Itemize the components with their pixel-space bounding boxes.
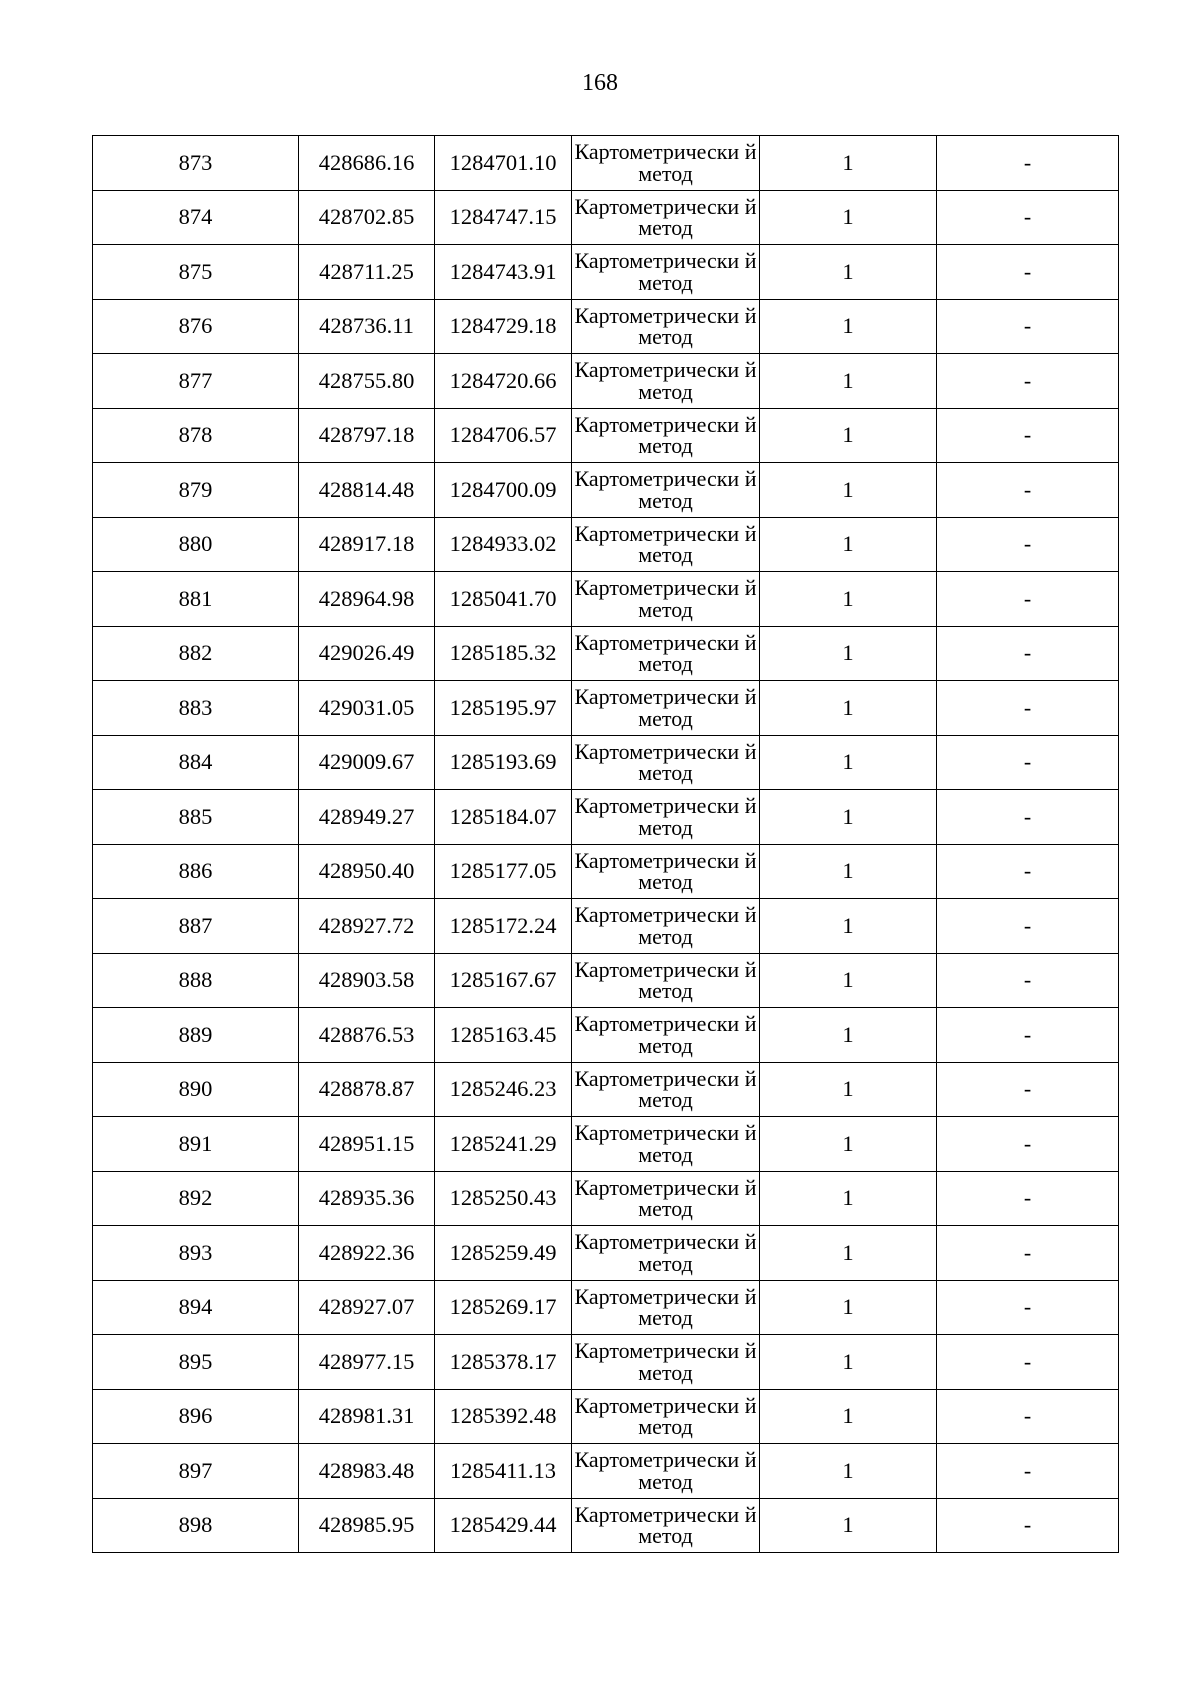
method-cell: Картометрически й метод <box>572 408 760 463</box>
method-cell: Картометрически й метод <box>572 1444 760 1499</box>
x-coordinate-cell: 429031.05 <box>299 681 435 736</box>
note-cell: - <box>937 463 1119 518</box>
accuracy-cell: 1 <box>760 1226 937 1281</box>
method-cell: Картометрически й метод <box>572 136 760 191</box>
y-coordinate-cell: 1284701.10 <box>435 136 572 191</box>
accuracy-cell: 1 <box>760 1335 937 1390</box>
x-coordinate-cell: 428876.53 <box>299 1008 435 1063</box>
y-coordinate-cell: 1285193.69 <box>435 735 572 790</box>
y-coordinate-cell: 1284706.57 <box>435 408 572 463</box>
method-cell: Картометрически й метод <box>572 1117 760 1172</box>
coordinates-table <box>92 135 1119 1553</box>
method-cell: Картометрически й метод <box>572 1008 760 1063</box>
x-coordinate-cell: 428736.11 <box>299 299 435 354</box>
point-number-cell: 888 <box>93 953 299 1008</box>
method-cell: Картометрически й метод <box>572 463 760 518</box>
note-cell: - <box>937 299 1119 354</box>
method-cell: Картометрически й метод <box>572 1062 760 1117</box>
y-coordinate-cell: 1285392.48 <box>435 1389 572 1444</box>
table-row <box>93 517 1119 572</box>
table-row <box>93 1008 1119 1063</box>
y-coordinate-cell: 1285259.49 <box>435 1226 572 1281</box>
table-row <box>93 190 1119 245</box>
method-cell: Картометрически й метод <box>572 517 760 572</box>
y-coordinate-cell: 1285429.44 <box>435 1498 572 1553</box>
y-coordinate-cell: 1284729.18 <box>435 299 572 354</box>
accuracy-cell: 1 <box>760 354 937 409</box>
point-number-cell: 881 <box>93 572 299 627</box>
y-coordinate-cell: 1285177.05 <box>435 844 572 899</box>
x-coordinate-cell: 428755.80 <box>299 354 435 409</box>
x-coordinate-cell: 428927.07 <box>299 1280 435 1335</box>
accuracy-cell: 1 <box>760 517 937 572</box>
accuracy-cell: 1 <box>760 790 937 845</box>
method-cell: Картометрически й метод <box>572 844 760 899</box>
accuracy-cell: 1 <box>760 572 937 627</box>
table-row <box>93 681 1119 736</box>
note-cell: - <box>937 517 1119 572</box>
x-coordinate-cell: 428935.36 <box>299 1171 435 1226</box>
accuracy-cell: 1 <box>760 1389 937 1444</box>
point-number-cell: 896 <box>93 1389 299 1444</box>
point-number-cell: 893 <box>93 1226 299 1281</box>
point-number-cell: 875 <box>93 245 299 300</box>
table-row <box>93 1335 1119 1390</box>
y-coordinate-cell: 1285411.13 <box>435 1444 572 1499</box>
note-cell: - <box>937 953 1119 1008</box>
x-coordinate-cell: 428977.15 <box>299 1335 435 1390</box>
accuracy-cell: 1 <box>760 1008 937 1063</box>
y-coordinate-cell: 1285269.17 <box>435 1280 572 1335</box>
point-number-cell: 885 <box>93 790 299 845</box>
accuracy-cell: 1 <box>760 245 937 300</box>
y-coordinate-cell: 1285195.97 <box>435 681 572 736</box>
x-coordinate-cell: 428878.87 <box>299 1062 435 1117</box>
point-number-cell: 874 <box>93 190 299 245</box>
method-cell: Картометрически й метод <box>572 354 760 409</box>
note-cell: - <box>937 899 1119 954</box>
table-row <box>93 463 1119 518</box>
x-coordinate-cell: 429026.49 <box>299 626 435 681</box>
y-coordinate-cell: 1285041.70 <box>435 572 572 627</box>
table-row <box>93 1444 1119 1499</box>
table-row <box>93 1117 1119 1172</box>
note-cell: - <box>937 1171 1119 1226</box>
method-cell: Картометрически й метод <box>572 1171 760 1226</box>
x-coordinate-cell: 428949.27 <box>299 790 435 845</box>
table-row <box>93 844 1119 899</box>
x-coordinate-cell: 428686.16 <box>299 136 435 191</box>
method-cell: Картометрически й метод <box>572 953 760 1008</box>
table-row <box>93 899 1119 954</box>
point-number-cell: 886 <box>93 844 299 899</box>
y-coordinate-cell: 1285250.43 <box>435 1171 572 1226</box>
y-coordinate-cell: 1285172.24 <box>435 899 572 954</box>
method-cell: Картометрически й метод <box>572 299 760 354</box>
x-coordinate-cell: 428917.18 <box>299 517 435 572</box>
point-number-cell: 891 <box>93 1117 299 1172</box>
accuracy-cell: 1 <box>760 190 937 245</box>
method-cell: Картометрически й метод <box>572 245 760 300</box>
point-number-cell: 883 <box>93 681 299 736</box>
y-coordinate-cell: 1284700.09 <box>435 463 572 518</box>
table-row <box>93 735 1119 790</box>
table-body <box>93 136 1119 1553</box>
x-coordinate-cell: 429009.67 <box>299 735 435 790</box>
accuracy-cell: 1 <box>760 1117 937 1172</box>
accuracy-cell: 1 <box>760 899 937 954</box>
x-coordinate-cell: 428964.98 <box>299 572 435 627</box>
method-cell: Картометрически й метод <box>572 899 760 954</box>
table-row <box>93 1280 1119 1335</box>
table-row <box>93 1226 1119 1281</box>
note-cell: - <box>937 1280 1119 1335</box>
note-cell: - <box>937 790 1119 845</box>
point-number-cell: 880 <box>93 517 299 572</box>
x-coordinate-cell: 428983.48 <box>299 1444 435 1499</box>
table-row <box>93 953 1119 1008</box>
accuracy-cell: 1 <box>760 1280 937 1335</box>
note-cell: - <box>937 408 1119 463</box>
accuracy-cell: 1 <box>760 408 937 463</box>
table-row <box>93 790 1119 845</box>
table-row <box>93 1171 1119 1226</box>
method-cell: Картометрически й метод <box>572 1226 760 1281</box>
y-coordinate-cell: 1285241.29 <box>435 1117 572 1172</box>
note-cell: - <box>937 1008 1119 1063</box>
point-number-cell: 892 <box>93 1171 299 1226</box>
method-cell: Картометрически й метод <box>572 572 760 627</box>
x-coordinate-cell: 428903.58 <box>299 953 435 1008</box>
y-coordinate-cell: 1285167.67 <box>435 953 572 1008</box>
table-row <box>93 299 1119 354</box>
accuracy-cell: 1 <box>760 463 937 518</box>
point-number-cell: 895 <box>93 1335 299 1390</box>
note-cell: - <box>937 735 1119 790</box>
note-cell: - <box>937 1226 1119 1281</box>
accuracy-cell: 1 <box>760 1171 937 1226</box>
accuracy-cell: 1 <box>760 953 937 1008</box>
x-coordinate-cell: 428797.18 <box>299 408 435 463</box>
note-cell: - <box>937 245 1119 300</box>
y-coordinate-cell: 1285163.45 <box>435 1008 572 1063</box>
y-coordinate-cell: 1285378.17 <box>435 1335 572 1390</box>
table-row <box>93 408 1119 463</box>
y-coordinate-cell: 1284747.15 <box>435 190 572 245</box>
x-coordinate-cell: 428985.95 <box>299 1498 435 1553</box>
method-cell: Картометрически й метод <box>572 681 760 736</box>
note-cell: - <box>937 1389 1119 1444</box>
method-cell: Картометрически й метод <box>572 190 760 245</box>
y-coordinate-cell: 1284933.02 <box>435 517 572 572</box>
table-row <box>93 1062 1119 1117</box>
table-row <box>93 1389 1119 1444</box>
table-row <box>93 245 1119 300</box>
x-coordinate-cell: 428951.15 <box>299 1117 435 1172</box>
point-number-cell: 873 <box>93 136 299 191</box>
accuracy-cell: 1 <box>760 681 937 736</box>
accuracy-cell: 1 <box>760 1444 937 1499</box>
table-row <box>93 626 1119 681</box>
y-coordinate-cell: 1284720.66 <box>435 354 572 409</box>
note-cell: - <box>937 572 1119 627</box>
page-number: 168 <box>582 70 618 96</box>
note-cell: - <box>937 1444 1119 1499</box>
x-coordinate-cell: 428702.85 <box>299 190 435 245</box>
note-cell: - <box>937 1117 1119 1172</box>
accuracy-cell: 1 <box>760 1498 937 1553</box>
point-number-cell: 897 <box>93 1444 299 1499</box>
note-cell: - <box>937 136 1119 191</box>
table-row <box>93 572 1119 627</box>
method-cell: Картометрически й метод <box>572 626 760 681</box>
y-coordinate-cell: 1285185.32 <box>435 626 572 681</box>
x-coordinate-cell: 428950.40 <box>299 844 435 899</box>
note-cell: - <box>937 626 1119 681</box>
x-coordinate-cell: 428711.25 <box>299 245 435 300</box>
note-cell: - <box>937 354 1119 409</box>
y-coordinate-cell: 1285246.23 <box>435 1062 572 1117</box>
method-cell: Картометрически й метод <box>572 1335 760 1390</box>
point-number-cell: 898 <box>93 1498 299 1553</box>
table-row <box>93 136 1119 191</box>
note-cell: - <box>937 190 1119 245</box>
point-number-cell: 878 <box>93 408 299 463</box>
point-number-cell: 876 <box>93 299 299 354</box>
x-coordinate-cell: 428981.31 <box>299 1389 435 1444</box>
accuracy-cell: 1 <box>760 735 937 790</box>
note-cell: - <box>937 1335 1119 1390</box>
table-row <box>93 354 1119 409</box>
y-coordinate-cell: 1284743.91 <box>435 245 572 300</box>
point-number-cell: 890 <box>93 1062 299 1117</box>
x-coordinate-cell: 428927.72 <box>299 899 435 954</box>
x-coordinate-cell: 428922.36 <box>299 1226 435 1281</box>
method-cell: Картометрически й метод <box>572 735 760 790</box>
accuracy-cell: 1 <box>760 626 937 681</box>
note-cell: - <box>937 844 1119 899</box>
method-cell: Картометрически й метод <box>572 1280 760 1335</box>
table-row <box>93 1498 1119 1553</box>
method-cell: Картометрически й метод <box>572 1389 760 1444</box>
accuracy-cell: 1 <box>760 1062 937 1117</box>
method-cell: Картометрически й метод <box>572 790 760 845</box>
point-number-cell: 887 <box>93 899 299 954</box>
note-cell: - <box>937 681 1119 736</box>
note-cell: - <box>937 1062 1119 1117</box>
point-number-cell: 882 <box>93 626 299 681</box>
method-cell: Картометрически й метод <box>572 1498 760 1553</box>
point-number-cell: 884 <box>93 735 299 790</box>
x-coordinate-cell: 428814.48 <box>299 463 435 518</box>
accuracy-cell: 1 <box>760 844 937 899</box>
accuracy-cell: 1 <box>760 299 937 354</box>
point-number-cell: 877 <box>93 354 299 409</box>
point-number-cell: 879 <box>93 463 299 518</box>
y-coordinate-cell: 1285184.07 <box>435 790 572 845</box>
accuracy-cell: 1 <box>760 136 937 191</box>
point-number-cell: 889 <box>93 1008 299 1063</box>
point-number-cell: 894 <box>93 1280 299 1335</box>
note-cell: - <box>937 1498 1119 1553</box>
